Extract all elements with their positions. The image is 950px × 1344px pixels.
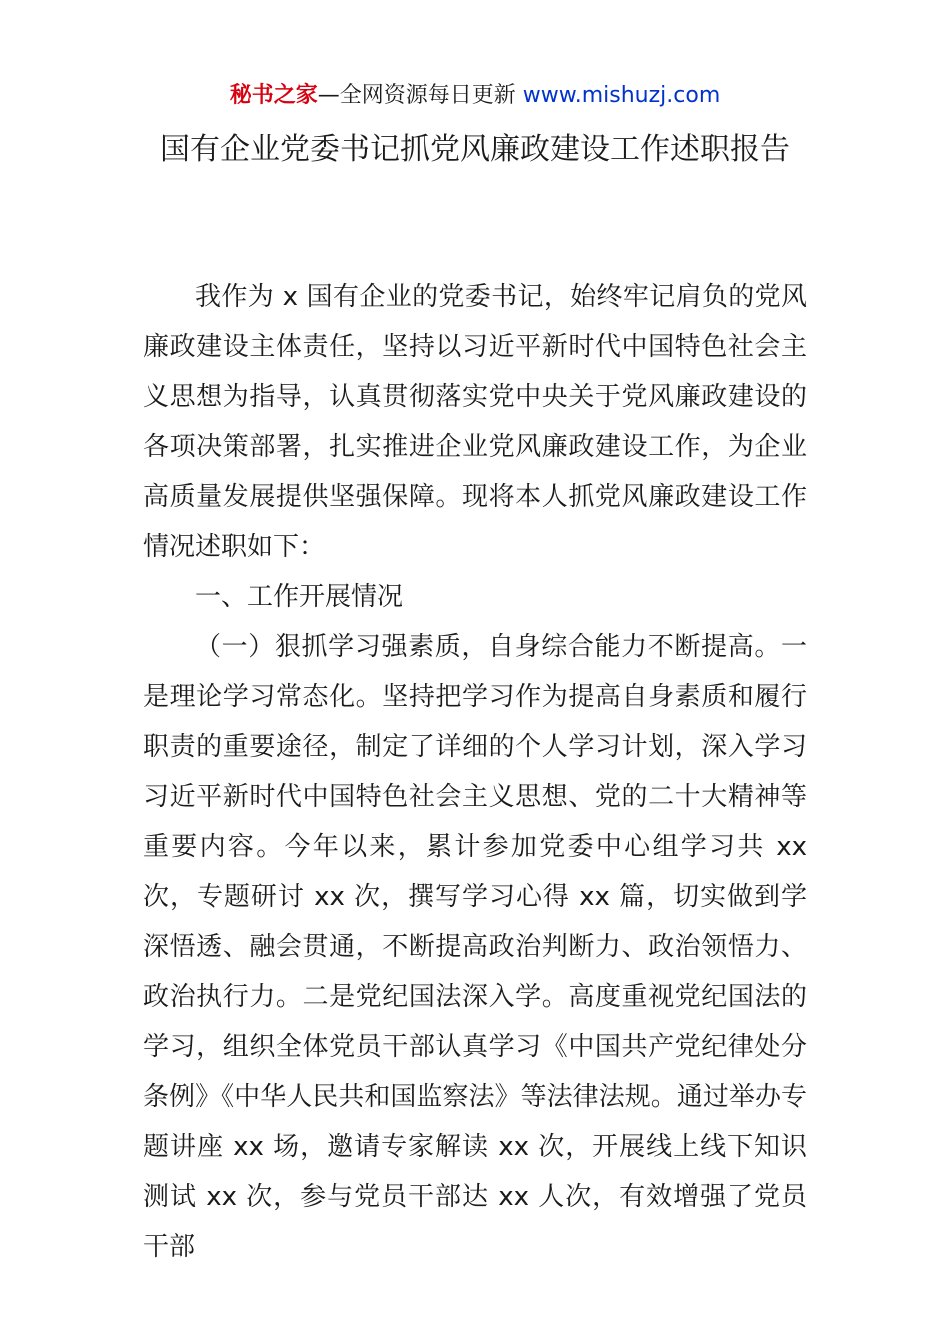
intro-paragraph: 我作为 x 国有企业的党委书记，始终牢记肩负的党风廉政建设主体责任，坚持以习近平新时代中国特色社会主义思想为指导，认真贯彻落实党中央关于党风廉政建设的各项决策部署，扎实推进企业党风廉政建设工作，为企业高质量发展提供坚强保障。现将本人抓党风廉政建设工作情况述职如下： (143, 282, 807, 562)
document-body (143, 272, 807, 1272)
site-name: 秘书之家 (229, 83, 318, 108)
document-title: 国有企业党委书记抓党风廉政建设工作述职报告 (160, 132, 790, 167)
site-header (0, 80, 950, 112)
site-url-link[interactable]: www.mishuzj.com (522, 83, 721, 108)
section-heading: 一、工作开展情况 (195, 582, 404, 612)
body-paragraph: （一）狠抓学习强素质，自身综合能力不断提高。一是理论学习常态化。坚持把学习作为提高自身素质和履行职责的重要途径，制定了详细的个人学习计划，深入学习习近平新时代中国特色社会主义思想、党的二十大精神等重要内容。今年以来，累计参加党委中心组学习共 xx 次，专题研讨 xx 次，撰写学习心得 xx 篇，切实做到学深悟透、融会贯通，不断提高政治判断力、政治领悟力、政治执行力。二是党纪国法深入学。高度重视党纪国法的学习，组织全体党员干部认真学习《中国共产党纪律处分条例》《中华人民共和国监察法》等法律法规。通过举办专题讲座 xx 场，邀请专家解读 xx 次，开展线上线下知识测试 xx 次，参与党员干部达 xx 人次，有效增强了党员干部 (143, 632, 807, 1262)
site-tagline: —全网资源每日更新 (317, 83, 523, 108)
